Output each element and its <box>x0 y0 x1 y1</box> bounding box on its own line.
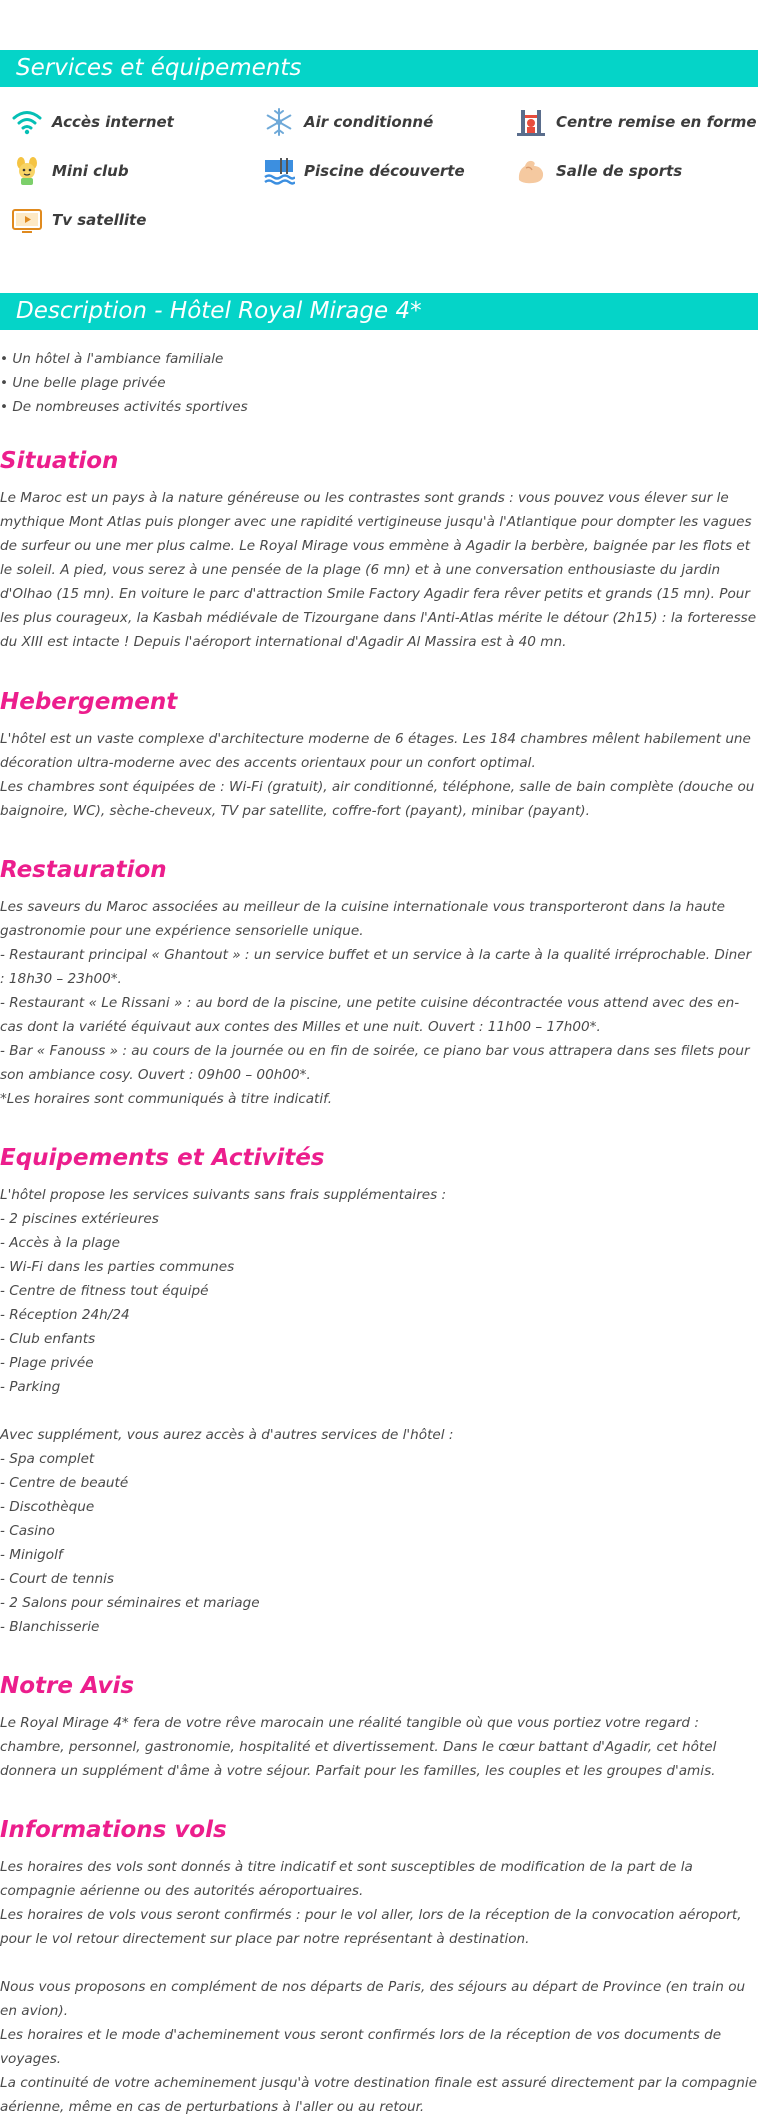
service-item-pool <box>262 154 465 188</box>
services-title: Services et équipements <box>16 55 302 81</box>
tv-icon <box>10 203 44 237</box>
service-item-fitness <box>514 105 757 139</box>
paid-services-intro: Avec supplément, vous aurez accès à d'autres services de l'hôtel : <box>0 1427 454 1443</box>
service-label: Salle de sports <box>556 162 683 180</box>
list-item: - 2 piscines extérieures <box>0 1211 159 1227</box>
list-item: - Casino <box>0 1523 55 1539</box>
list-item: - Wi-Fi dans les parties communes <box>0 1259 235 1275</box>
service-label: Mini club <box>52 162 129 180</box>
list-item: - Réception 24h/24 <box>0 1307 130 1323</box>
hebergement-title: Hebergement <box>0 689 178 715</box>
services-header <box>0 50 758 87</box>
fitness-icon <box>514 105 548 139</box>
service-item-internet <box>10 105 174 139</box>
equipements-intro: L'hôtel propose les services suivants sans frais supplémentaires : <box>0 1187 447 1203</box>
kid-icon <box>10 154 44 188</box>
avis-text: Le Royal Mirage 4* fera de votre rêve marocain une réalité tangible où que vous portiez votre regard : chambre, personnel, gastronomie, hospitalité et divertissement. Dans le cœur battant d'Agadir, cet hôtel donnera un supplément d'âme à votre séjour. Parfait pour les familles, les couples et les groupes d'amis. <box>0 1715 717 1779</box>
vols-text-4: Les horaires et le mode d'acheminement vous seront confirmés lors de la réception de vos documents de voyages. <box>0 2027 722 2067</box>
hebergement-text-2: Les chambres sont équipées de : Wi-Fi (gratuit), air conditionné, téléphone, salle de bain complète (douche ou baignoire, WC), sèche-cheveux, TV par satellite, coffre-fort (payant), minibar (payant). <box>0 779 755 819</box>
vols-text-2: Les horaires de vols vous seront confirmés : pour le vol aller, lors de la réception de la convocation aéroport, pour le vol retour directement sur place par notre représentant à destination. <box>0 1907 742 1947</box>
list-item: - Centre de beauté <box>0 1475 129 1491</box>
snowflake-icon <box>262 105 296 139</box>
situation-section <box>0 448 758 654</box>
list-item: - Court de tennis <box>0 1571 114 1587</box>
service-label: Tv satellite <box>52 211 147 229</box>
list-item: - Discothèque <box>0 1499 95 1515</box>
service-label: Centre remise en forme <box>556 113 757 131</box>
description-header <box>0 293 758 330</box>
service-item-tv <box>10 203 146 237</box>
service-item-gym <box>514 154 682 188</box>
list-item: - Club enfants <box>0 1331 96 1347</box>
restauration-text-2: - Restaurant principal « Ghantout » : un service buffet et un service à la carte à la qualité irréprochable. Diner : 18h30 – 23h00*. <box>0 947 752 987</box>
restauration-text-4: - Bar « Fanouss » : au cours de la journée ou en fin de soirée, ce piano bar vous attrapera dans ses filets pour son ambiance cosy. Ouvert : 09h00 – 00h00*. <box>0 1043 750 1083</box>
paid-services-list <box>0 1447 758 1639</box>
list-item: - 2 Salons pour séminaires et mariage <box>0 1595 260 1611</box>
avis-title: Notre Avis <box>0 1673 135 1699</box>
list-item: - Spa complet <box>0 1451 95 1467</box>
service-label: Air conditionné <box>304 113 434 131</box>
vols-title: Informations vols <box>0 1817 227 1843</box>
bullet-item: • De nombreuses activités sportives <box>0 399 248 415</box>
wifi-icon <box>10 105 44 139</box>
restauration-title: Restauration <box>0 857 167 883</box>
equipements-title: Equipements et Activités <box>0 1145 325 1171</box>
vols-text-5: La continuité de votre acheminement jusqu'à votre destination finale est assuré directement par la compagnie aérienne, même en cas de perturbations à l'aller ou au retour. <box>0 2075 757 2115</box>
restauration-text-1: Les saveurs du Maroc associées au meilleur de la cuisine internationale vous transporteront dans la haute gastronomie pour une expérience sensorielle unique. <box>0 899 725 939</box>
restauration-section <box>0 857 758 1111</box>
situation-title: Situation <box>0 448 119 474</box>
situation-text: Le Maroc est un pays à la nature généreuse ou les contrastes sont grands : vous pouvez vous élever sur le mythique Mont Atlas puis plonger avec une rapidité vertigineuse jusqu'à l'Atlantique pour dompter les vagues de surfeur ou une mer plus calme. Le Royal Mirage vous emmène à Agadir la berbère, baignée par les flots et le soleil. A pied, vous serez à une pensée de la plage (6 mn) et à une conversation enthousiaste du jardin d'Olhao (15 mn). En voiture le parc d'attraction Smile Factory Agadir fera rêver petits et grands (15 mn). Pour les plus courageux, la Kasbah médiévale de Tizourgane dans l'Anti-Atlas mérite le détour (2h15) : la forteresse du XIII est intacte ! Depuis l'aéroport international d'Agadir Al Massira est à 40 mn. <box>0 490 757 650</box>
service-label: Accès internet <box>52 113 174 131</box>
description-title: Description - Hôtel Royal Mirage 4* <box>16 298 422 324</box>
list-item: - Centre de fitness tout équipé <box>0 1283 209 1299</box>
list-item: - Minigolf <box>0 1547 63 1563</box>
vols-text-1: Les horaires des vols sont donnés à titre indicatif et sont susceptibles de modification de la part de la compagnie aérienne ou des autorités aéroportuaires. <box>0 1859 693 1899</box>
description-bullets <box>0 347 758 419</box>
restauration-text-5: *Les horaires sont communiqués à titre indicatif. <box>0 1091 333 1107</box>
bullet-item: • Une belle plage privée <box>0 375 166 391</box>
vols-section <box>0 1817 758 2119</box>
vols-text-3: Nous vous proposons en complément de nos départs de Paris, des séjours au départ de Province (en train ou en avion). <box>0 1979 746 2019</box>
list-item: - Blanchisserie <box>0 1619 100 1635</box>
service-item-air-conditioning <box>262 105 433 139</box>
service-label: Piscine découverte <box>304 162 465 180</box>
avis-section <box>0 1673 758 1783</box>
free-services-list <box>0 1207 758 1399</box>
bullet-item: • Un hôtel à l'ambiance familiale <box>0 351 224 367</box>
service-item-mini-club <box>10 154 129 188</box>
pool-icon <box>262 154 296 188</box>
list-item: - Parking <box>0 1379 61 1395</box>
list-item: - Plage privée <box>0 1355 94 1371</box>
restauration-text-3: - Restaurant « Le Rissani » : au bord de la piscine, une petite cuisine décontractée vous attend avec des en-cas dont la variété équivaut aux contes des Milles et une nuit. Ouvert : 11h00 – 17h00*. <box>0 995 740 1035</box>
equipements-section <box>0 1145 758 1639</box>
arm-muscle-icon <box>514 154 548 188</box>
hebergement-section <box>0 689 758 823</box>
hebergement-text-1: L'hôtel est un vaste complexe d'architecture moderne de 6 étages. Les 184 chambres mêlent habilement une décoration ultra-moderne avec des accents orientaux pour un confort optimal. <box>0 731 751 771</box>
list-item: - Accès à la plage <box>0 1235 121 1251</box>
